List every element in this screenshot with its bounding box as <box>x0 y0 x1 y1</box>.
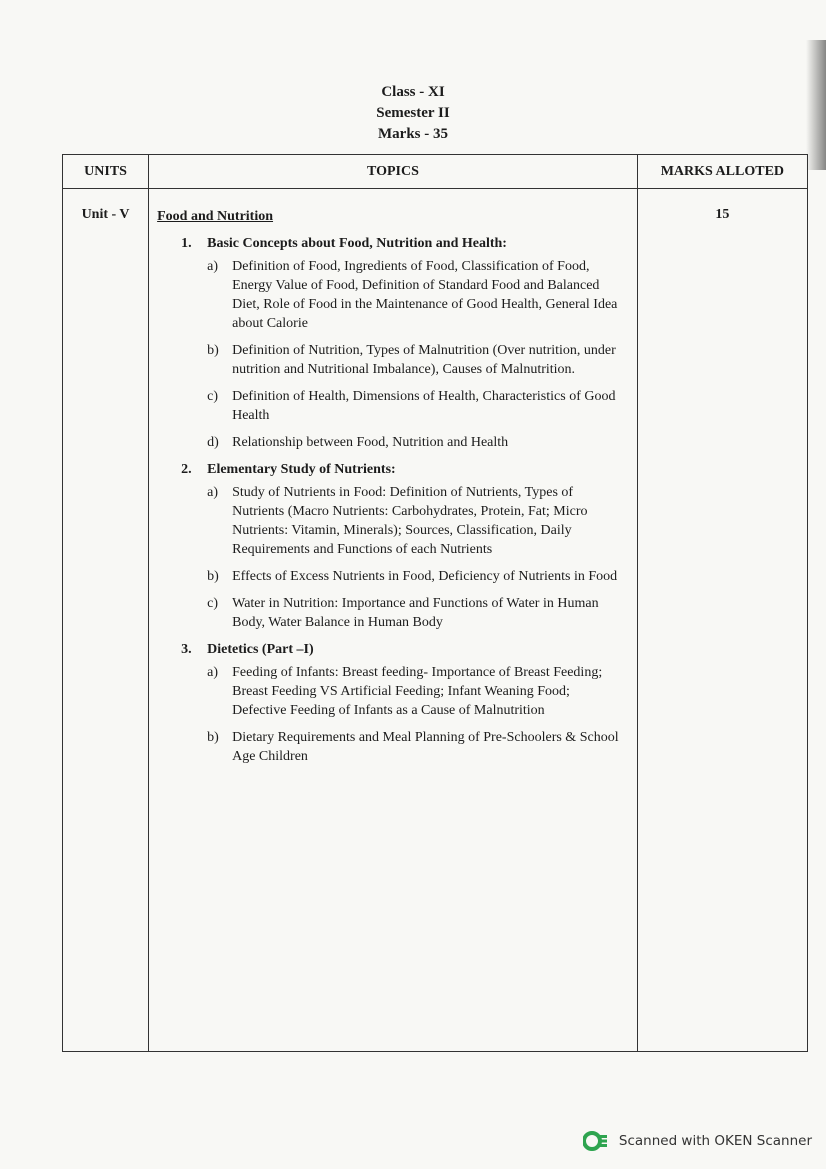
class-heading: Class - XI <box>381 84 445 100</box>
topic-item <box>181 234 627 452</box>
subtopic-text: Definition of Health, Dimensions of Health, Characteristics of Good Health <box>232 389 616 423</box>
subtopic-letter: b) <box>207 569 219 584</box>
table-row <box>63 189 808 1052</box>
subtopic-letter: a) <box>207 665 218 680</box>
subtopic-letter: c) <box>207 389 218 404</box>
subtopic-item <box>207 341 627 379</box>
subtopic-letter: b) <box>207 343 219 358</box>
oken-scanner-logo-icon <box>583 1130 609 1152</box>
subtopic-text: Study of Nutrients in Food: Definition of Nutrients, Types of Nutrients (Macro Nutrients: Carbohydrates, Protein, Fat; Micro Nutrients: Vitamin, Minerals); Sources, Classification, Daily Requirements and Functions of each Nutrients <box>232 485 588 557</box>
topic-title: Elementary Study of Nutrients: <box>207 462 396 477</box>
subtopic-item <box>207 433 627 452</box>
subtopic-item <box>207 594 627 632</box>
topic-heading <box>181 460 627 479</box>
marks-cell: 15 <box>637 189 807 1052</box>
subtopic-text: Effects of Excess Nutrients in Food, Deficiency of Nutrients in Food <box>232 569 618 584</box>
subtopic-letter: b) <box>207 730 219 745</box>
unit-cell: Unit - V <box>63 189 149 1052</box>
subtopic-item <box>207 728 627 766</box>
semester-heading: Semester II <box>376 105 450 121</box>
topics-column-header: TOPICS <box>149 155 638 189</box>
topics-cell <box>149 189 638 1052</box>
table-header-row <box>63 155 808 189</box>
subtopic-letter: d) <box>207 435 219 450</box>
topic-number: 2. <box>181 462 192 477</box>
unit-title: Food and Nutrition <box>157 209 274 224</box>
marks-heading: Marks - 35 <box>378 126 448 142</box>
topic-title: Basic Concepts about Food, Nutrition and Health: <box>207 236 507 251</box>
marks-column-header: MARKS ALLOTED <box>637 155 807 189</box>
topic-title: Dietetics (Part –I) <box>207 642 314 657</box>
subtopic-item <box>207 663 627 720</box>
subtopic-text: Definition of Nutrition, Types of Malnutrition (Over nutrition, under nutrition and Nutritional Imbalance), Causes of Malnutrition. <box>232 343 616 377</box>
topic-heading <box>181 234 627 253</box>
scanner-watermark <box>583 1130 812 1152</box>
subtopic-text: Water in Nutrition: Importance and Functions of Water in Human Body, Water Balance in Human Body <box>232 596 599 630</box>
syllabus-table <box>62 154 808 1052</box>
subtopic-item <box>207 483 627 559</box>
subtopic-letter: a) <box>207 485 218 500</box>
units-column-header: UNITS <box>63 155 149 189</box>
scanner-watermark-text: Scanned with OKEN Scanner <box>618 1133 812 1149</box>
subtopic-item <box>207 387 627 425</box>
topic-list <box>157 234 627 766</box>
subtopic-item <box>207 567 627 586</box>
topic-heading <box>181 640 627 659</box>
topic-number: 1. <box>181 236 192 251</box>
subtopic-text: Feeding of Infants: Breast feeding- Importance of Breast Feeding; Breast Feeding VS Artificial Feeding; Infant Weaning Food; Defective Feeding of Infants as a Cause of Malnutrition <box>232 665 603 718</box>
topic-item <box>181 640 627 766</box>
subtopic-text: Dietary Requirements and Meal Planning of Pre-Schoolers & School Age Children <box>232 730 619 764</box>
subtopic-letter: c) <box>207 596 218 611</box>
subtopic-letter: a) <box>207 259 218 274</box>
topic-item <box>181 460 627 632</box>
topic-number: 3. <box>181 642 192 657</box>
subtopic-item <box>207 257 627 333</box>
subtopic-text: Relationship between Food, Nutrition and Health <box>232 435 509 450</box>
subtopic-text: Definition of Food, Ingredients of Food, Classification of Food, Energy Value of Food, Definition of Standard Food and Balanced Diet, Role of Food in the Maintenance of Good Health, General Idea about Calorie <box>232 259 618 331</box>
